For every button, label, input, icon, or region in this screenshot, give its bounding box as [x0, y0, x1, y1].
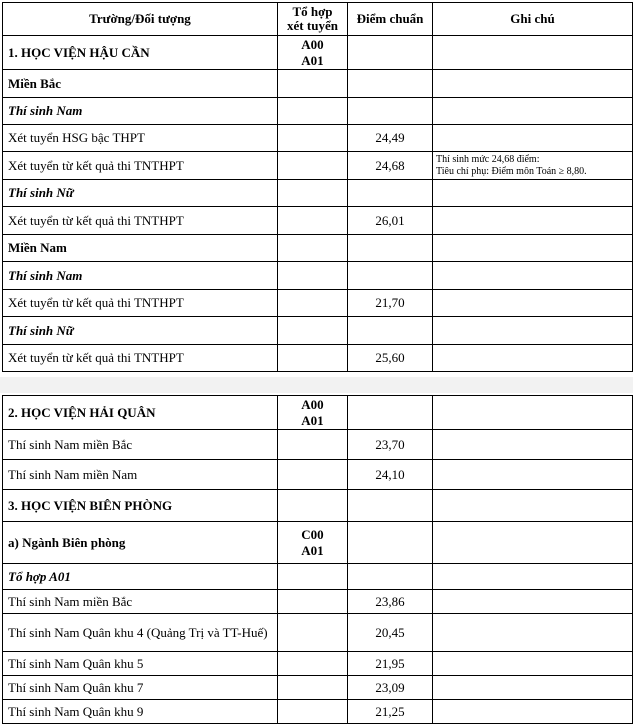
- school-row: [3, 490, 633, 522]
- table-row: [3, 180, 633, 207]
- header-school: Trường/Đối tượng: [3, 3, 278, 36]
- row-label: Thí sinh Nam Quân khu 5: [3, 652, 278, 676]
- note-line: Tiêu chí phụ: Điểm môn Toán ≥ 8,80.: [436, 165, 587, 177]
- table-row: [3, 564, 633, 590]
- table-row: [3, 125, 633, 152]
- note-cell: [433, 152, 633, 180]
- table-row: [3, 152, 633, 180]
- table-row: [3, 676, 633, 700]
- note-line: Thí sinh mức 24,68 điểm:: [436, 153, 540, 165]
- combo-code: A01: [301, 412, 324, 428]
- school-name: 3. HỌC VIỆN BIÊN PHÒNG: [3, 490, 278, 522]
- table-row: [3, 652, 633, 676]
- score-value: 21,70: [348, 290, 433, 317]
- school-name: 2. HỌC VIỆN HẢI QUÂN: [3, 396, 278, 430]
- combo-cell: [278, 396, 348, 430]
- score-value: 21,25: [348, 700, 433, 724]
- row-label: Thí sinh Nam Quân khu 7: [3, 676, 278, 700]
- header-combo: Tổ hợp xét tuyển: [278, 3, 348, 36]
- table-row: [3, 614, 633, 652]
- score-table-2: [2, 395, 633, 724]
- combo-cell: [278, 36, 348, 70]
- row-label: Xét tuyển từ kết quả thi TNTHPT: [3, 345, 278, 372]
- table-row: [3, 460, 633, 490]
- combo-cell: [278, 522, 348, 564]
- major-name: a) Ngành Biên phòng: [3, 522, 278, 564]
- score-value: 23,86: [348, 590, 433, 614]
- score-value: 23,70: [348, 430, 433, 460]
- score-value: 21,95: [348, 652, 433, 676]
- row-label: Xét tuyển từ kết quả thi TNTHPT: [3, 290, 278, 317]
- header-note: Ghi chú: [433, 3, 633, 36]
- school-name: 1. HỌC VIỆN HẬU CẦN: [3, 36, 278, 70]
- score-value: 26,01: [348, 207, 433, 235]
- group-label: Thí sinh Nam: [3, 262, 278, 290]
- table-row: [3, 290, 633, 317]
- group-label: Thí sinh Nữ: [3, 317, 278, 345]
- score-value: 25,60: [348, 345, 433, 372]
- group-label: Thí sinh Nam: [3, 98, 278, 125]
- table-row: [3, 700, 633, 724]
- score-value: 20,45: [348, 614, 433, 652]
- region-label: Miền Bắc: [3, 70, 278, 98]
- table-row: [3, 235, 633, 262]
- score-table-1: [2, 2, 633, 372]
- group-label: Thí sinh Nữ: [3, 180, 278, 207]
- table-row: [3, 345, 633, 372]
- school-row: [3, 36, 633, 70]
- school-row: [3, 396, 633, 430]
- row-label: Thí sinh Nam miền Bắc: [3, 590, 278, 614]
- header-row: [3, 3, 633, 36]
- combo-code: A00: [301, 396, 324, 412]
- table-row: [3, 70, 633, 98]
- combo-code: A01: [301, 542, 324, 558]
- table-row: [3, 207, 633, 235]
- row-label: Xét tuyển HSG bậc THPT: [3, 125, 278, 152]
- table-row: [3, 430, 633, 460]
- row-label: Thí sinh Nam Quân khu 9: [3, 700, 278, 724]
- region-label: Miền Nam: [3, 235, 278, 262]
- table-row: [3, 98, 633, 125]
- table-row: [3, 590, 633, 614]
- combo-code: C00: [301, 526, 324, 542]
- score-value: 24,68: [348, 152, 433, 180]
- row-label: Xét tuyển từ kết quả thi TNTHPT: [3, 207, 278, 235]
- group-label: Tổ hợp A01: [3, 564, 278, 590]
- combo-code: A00: [301, 36, 324, 52]
- combo-code: A01: [301, 52, 324, 68]
- score-value: 24,10: [348, 460, 433, 490]
- row-label: Thí sinh Nam miền Nam: [3, 460, 278, 490]
- row-label: Thí sinh Nam miền Bắc: [3, 430, 278, 460]
- header-score: Điểm chuẩn: [348, 3, 433, 36]
- major-row: [3, 522, 633, 564]
- score-value: 23,09: [348, 676, 433, 700]
- score-value: 24,49: [348, 125, 433, 152]
- page-break: [0, 377, 633, 393]
- table-row: [3, 262, 633, 290]
- table-row: [3, 317, 633, 345]
- row-label: Thí sinh Nam Quân khu 4 (Quảng Trị và TT-Huế): [3, 614, 278, 652]
- row-label: Xét tuyển từ kết quả thi TNTHPT: [3, 152, 278, 180]
